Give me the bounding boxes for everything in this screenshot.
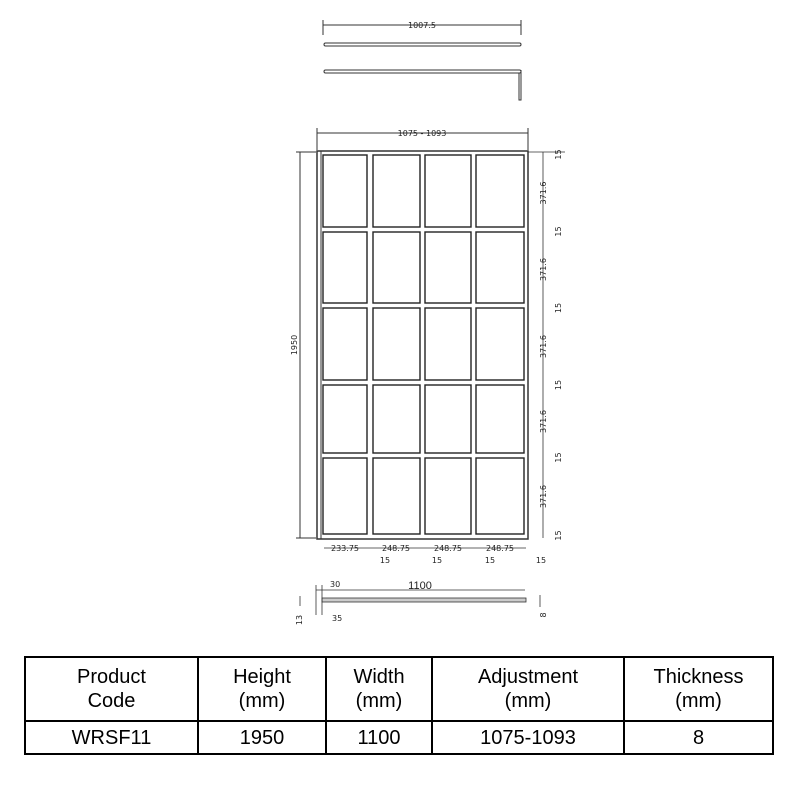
right-dim-label: 15 (554, 226, 563, 237)
glass-pane (425, 155, 471, 227)
right-dim-label: 371.6 (539, 258, 548, 281)
glass-pane (425, 232, 471, 303)
glass-pane (323, 232, 367, 303)
header-width: Width (mm) (326, 657, 432, 721)
bottom-width-label: 248.75 (486, 544, 514, 553)
section-thickness-label: 8 (539, 612, 548, 618)
glass-pane (323, 155, 367, 227)
cell-height: 1950 (198, 721, 326, 754)
glass-pane (373, 385, 420, 453)
cell-width: 1100 (326, 721, 432, 754)
right-dim-label: 371.6 (539, 181, 548, 205)
bottom-width-label: 233.75 (331, 544, 359, 553)
cell-product-code: WRSF11 (25, 721, 198, 754)
section-offset-top-label: 30 (330, 580, 341, 589)
bottom-gap-label: 15 (431, 556, 443, 565)
bottom-width-label: 248.75 (434, 544, 462, 553)
section-length-label: 1100 (408, 580, 432, 592)
spec-table (24, 656, 774, 755)
bottom-gap-label: 15 (379, 556, 391, 565)
glass-pane (425, 458, 471, 534)
right-dim-label: 371.6 (539, 410, 548, 433)
glass-pane (476, 155, 524, 227)
bottom-gap-label: 15 (484, 556, 496, 565)
section-offset-bottom-label: 35 (332, 614, 343, 623)
glass-pane (425, 308, 471, 380)
right-dim-label: 15 (554, 379, 563, 391)
cell-adjustment: 1075-1093 (432, 721, 624, 754)
right-dim-label: 15 (554, 149, 563, 160)
right-dim-label: 15 (554, 302, 563, 314)
right-dim-label: 15 (554, 452, 563, 463)
overall-width-label: 1075 - 1093 (397, 129, 447, 138)
glass-pane (373, 155, 420, 227)
glass-pane (373, 232, 420, 303)
header-height: Height (mm) (198, 657, 326, 721)
bottom-gap-label: 15 (535, 556, 547, 565)
header-thickness: Thickness (mm) (624, 657, 773, 721)
glass-pane (425, 385, 471, 453)
glass-pane (323, 308, 367, 380)
glass-pane (373, 308, 420, 380)
section-depth-label: 13 (295, 614, 304, 626)
header-product-code: Product Code (25, 657, 198, 721)
header-adjustment: Adjustment (mm) (432, 657, 624, 721)
glass-pane (323, 458, 367, 534)
glass-pane (476, 308, 524, 380)
glass-pane (476, 232, 524, 303)
cell-thickness: 8 (624, 721, 773, 754)
height-label: 1950 (290, 334, 299, 356)
glass-pane (476, 385, 524, 453)
bottom-width-label: 248.75 (382, 544, 410, 553)
right-dim-label: 371.6 (539, 485, 548, 508)
right-dim-label: 371.6 (539, 335, 548, 358)
glass-pane (476, 458, 524, 534)
rail-length-label: 1007.5 (408, 21, 436, 30)
table-row (25, 721, 773, 754)
glass-pane (373, 458, 420, 534)
glass-pane (323, 385, 367, 453)
right-dim-label: 15 (554, 530, 563, 541)
